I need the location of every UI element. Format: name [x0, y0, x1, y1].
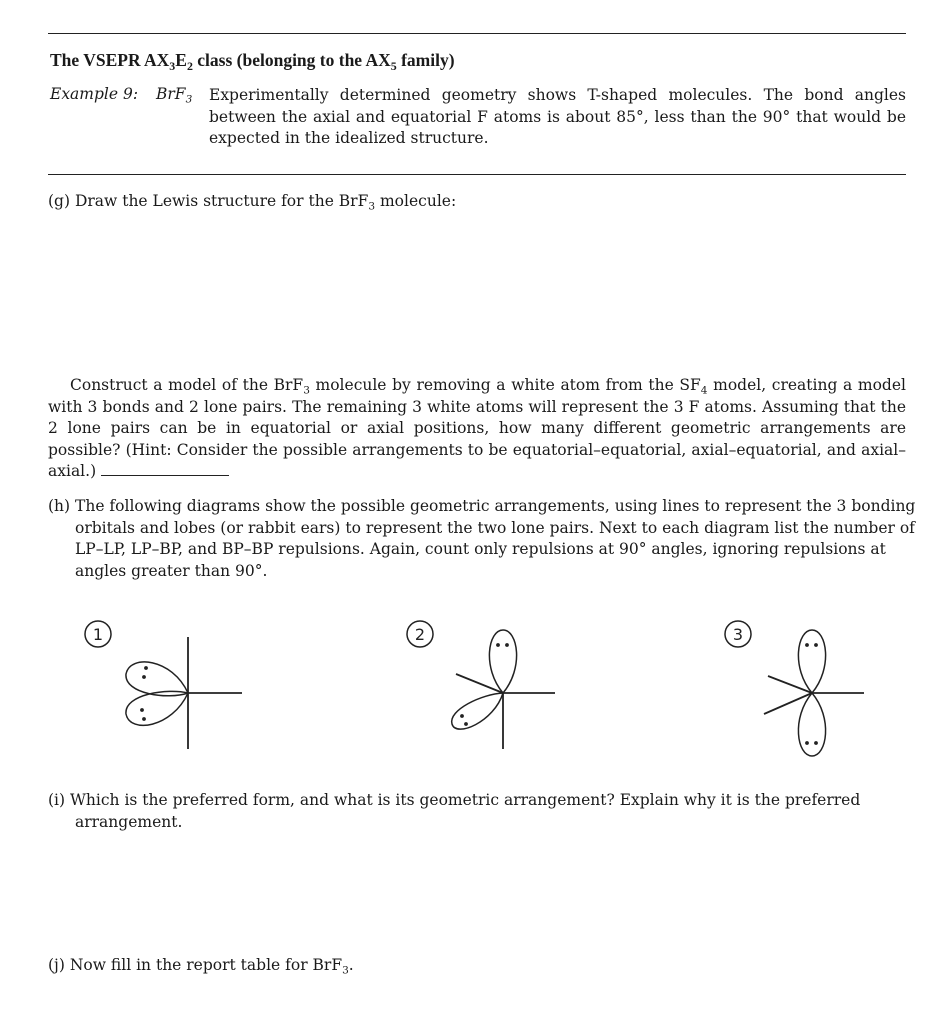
lone-pair-lobe-top	[798, 630, 825, 693]
lone-pair-lobe-bottom	[798, 693, 825, 756]
diagram-2	[390, 612, 580, 757]
section-title: The VSEPR $AX_3E_2$ class (belonging to the $AX_5$ family)	[50, 50, 455, 74]
example-description: Experimentally determined geometry shows T-shaped molecules. The bond angles between the axial and equatorial F atoms is about 85°, less than the 90° that would be expected in the idealized structure.	[209, 86, 906, 147]
part-j-prompt: (j) Now fill in the report table for BrF$_3$.	[48, 956, 354, 977]
diagram-number-2: 2	[414, 625, 426, 644]
part-h-prompt: (h) The following diagrams show the possible geometric arrangements, using lines to represent the 3 bonding orbitals and lobes (or rabbit ears) to represent the two lone pairs. Next to each diagram list the number of LP–LP, LP–BP, and BP–BP repulsions. Again, count only repulsions at 90° angles, ignoring repulsions at angles greater than 90°.	[48, 497, 916, 580]
lone-pair-lobe-lower	[126, 691, 188, 725]
lone-pair-lobe-equatorial	[452, 693, 503, 729]
example-molecule: BrF$_3$	[156, 85, 193, 106]
section-rule	[48, 174, 906, 175]
answer-blank[interactable]	[101, 462, 229, 476]
diagram-3	[712, 612, 902, 772]
example-label: Example 9:	[50, 85, 139, 103]
part-g-prompt: (g) Draw the Lewis structure for the BrF$_3$ molecule:	[48, 192, 457, 213]
lone-pair-lobe-axial	[489, 630, 516, 693]
diagram-1	[70, 612, 260, 757]
lone-pair-lobe-upper	[126, 662, 188, 696]
construct-paragraph: Construct a model of the BrF$_3$ molecule by removing a white atom from the $SF_4$ model, creating a model with 3 bonds and 2 lone pairs. The remaining 3 white atoms will represent the 3 F atoms. Assuming that the 2 lone pairs can be in equatorial or axial positions, how many different geometric arrangements are possible? (Hint: Consider the possible arrangements to be equatorial–equatorial, axial–equatorial, and axial–axial.)	[48, 376, 906, 480]
diagram-number-3: 3	[732, 625, 744, 644]
part-i-prompt: (i) Which is the preferred form, and what is its geometric arrangement? Explain why it is the preferred arrangement.	[48, 791, 861, 831]
diagram-number-1: 1	[92, 625, 104, 644]
top-rule	[48, 33, 906, 34]
